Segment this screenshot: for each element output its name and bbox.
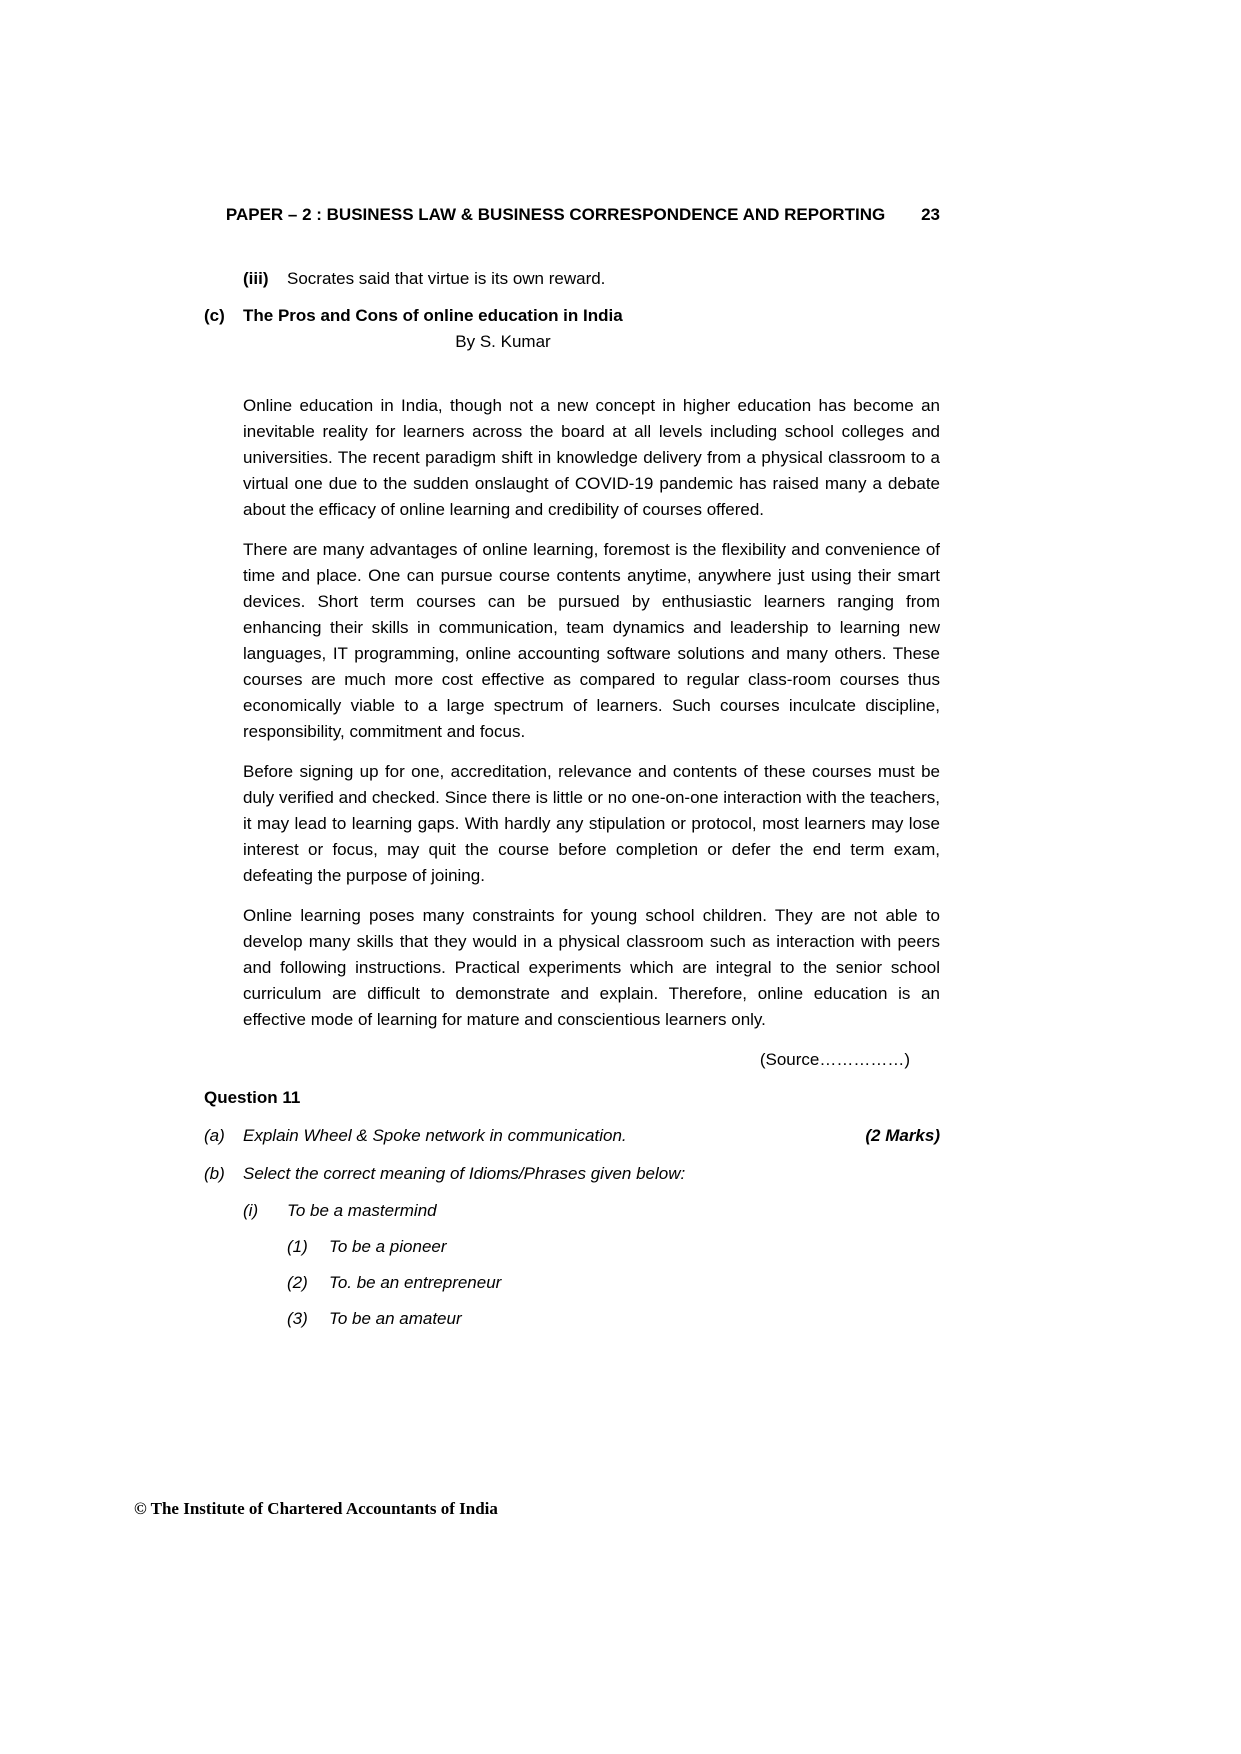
option-3-text: To be an amateur [329, 1309, 462, 1328]
list-item-iii [243, 266, 940, 292]
question-item-b-text: Select the correct meaning of Idioms/Phrases given below: [243, 1164, 686, 1183]
page-header [204, 202, 940, 228]
article-paragraph: Online learning poses many constraints for young school children. They are not able to develop many skills that they would in a physical classroom such as interaction with peers and following instructions. Practical experiments which are integral to the senior school curriculum are difficult to demonstrate and explain. Therefore, online education is an effective mode of learning for mature and conscientious learners only. [243, 906, 940, 1029]
article-paragraph: Online education in India, though not a new concept in higher education has become an inevitable reality for learners across the board at all levels including school colleges and universities. The recent paradigm shift in knowledge delivery from a physical classroom to a virtual one due to the sudden onslaught of COVID-19 pandemic has raised many a debate about the efficacy of online learning and credibility of courses offered. [243, 396, 940, 519]
question-item-a-marks: (2 Marks) [865, 1126, 940, 1145]
article-paragraph: Before signing up for one, accreditation, relevance and contents of these courses must be duly verified and checked. Since there is little or no one-on-one interaction with the teachers, it may lead to learning gaps. With hardly any stipulation or protocol, most learners may lose interest or focus, may quit the course before completion or defer the end term exam, defeating the purpose of joining. [243, 762, 940, 885]
header-title: PAPER – 2 : BUSINESS LAW & BUSINESS CORRESPONDENCE AND REPORTING [225, 205, 886, 224]
list-item-iii-text: Socrates said that virtue is its own reward. [287, 269, 606, 288]
question-item-a [204, 1123, 940, 1149]
option-1 [287, 1234, 940, 1260]
article-paragraph: There are many advantages of online learning, foremost is the flexibility and convenience of time and place. One can pursue course contents anytime, anywhere just using their smart devices. Short term courses can be pursued by enthusiastic learners ranging from enhancing their skills in communication, team dynamics and leadership to learning new languages, IT programming, online accounting software solutions and many others. These courses are much more cost effective as compared to regular class-room courses thus economically viable to a large spectrum of learners. Such courses inculcate discipline, responsibility, commitment and focus. [243, 540, 940, 741]
article-source: (Source……………) [759, 1050, 910, 1069]
article-title: The Pros and Cons of online education in India [243, 306, 623, 325]
option-3-label: (3) [287, 1309, 308, 1328]
option-2-text: To. be an entrepreneur [329, 1273, 502, 1292]
article-byline: By S. Kumar [455, 332, 551, 351]
page-footer: © The Institute of Chartered Accountants of India [134, 1499, 498, 1518]
list-item-c [204, 303, 940, 329]
option-2-label: (2) [287, 1273, 308, 1292]
list-item-c-label: (c) [204, 306, 225, 325]
list-item-iii-label: (iii) [243, 269, 269, 288]
option-1-label: (1) [287, 1237, 308, 1256]
question-item-b-i [243, 1198, 940, 1224]
option-3 [287, 1306, 940, 1332]
question-heading: Question 11 [204, 1088, 301, 1107]
question-item-a-label: (a) [204, 1126, 225, 1145]
question-item-a-text: Explain Wheel & Spoke network in communication. [243, 1126, 627, 1145]
page-content [204, 266, 940, 1332]
question-item-b-i-text: To be a mastermind [287, 1201, 437, 1220]
question-item-b [204, 1161, 940, 1187]
question-item-b-label: (b) [204, 1164, 225, 1183]
page-number: 23 [921, 205, 940, 224]
article-body [243, 393, 940, 1033]
option-1-text: To be a pioneer [329, 1237, 447, 1256]
question-item-b-i-label: (i) [243, 1201, 259, 1220]
option-2 [287, 1270, 940, 1296]
